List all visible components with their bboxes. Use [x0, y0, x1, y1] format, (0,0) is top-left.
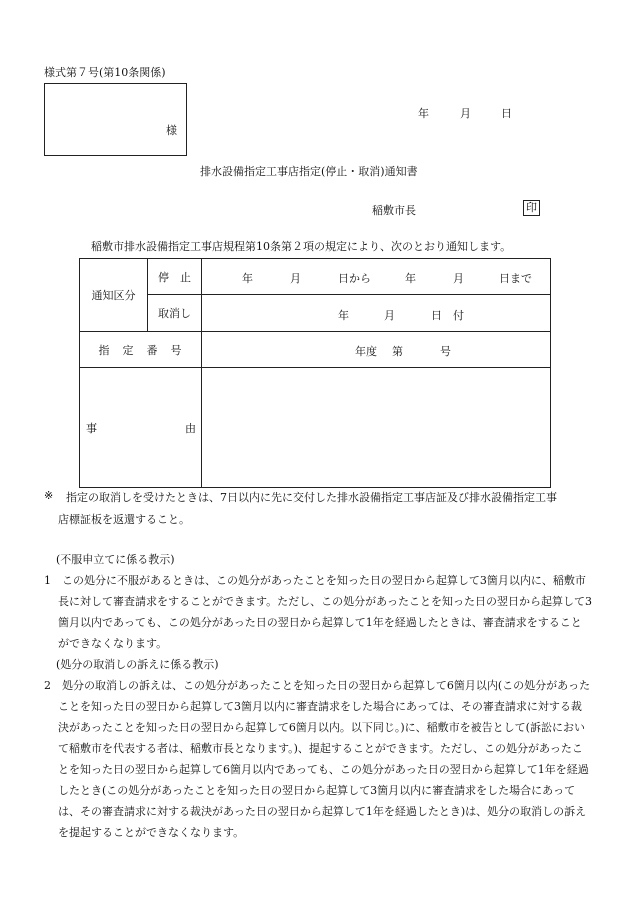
- suspend-label-cell: [148, 259, 202, 295]
- suspend-from-year: 年: [242, 272, 253, 285]
- issuer-seal: [523, 200, 540, 216]
- designation-label: 指 定 番 号: [98, 343, 183, 357]
- cancel-date-cell: [202, 295, 551, 332]
- suspend-label: 停 止: [158, 270, 191, 284]
- appeal-section: [44, 549, 592, 843]
- category-label-cell: [80, 259, 148, 332]
- suspend-to-month: 月: [453, 272, 464, 285]
- note-line-2: 店標証板を返還すること。: [58, 513, 190, 526]
- appeal-item-1: 1 この処分に不服があるときは、この処分があったことを知った日の翌日から起算して3箇月以内に、稲敷市長に対して審査請求をすることができます。ただし、この処分があったことを知った日の翌日から起算して3箇月以内であっても、この処分があった日の翌日から起算して1年を経過したときは、審査請求をすることができなくなります。: [44, 574, 593, 650]
- cancel-day: 日: [431, 309, 442, 322]
- suspend-period-cell: [202, 259, 551, 295]
- designation-number-cell: [202, 332, 551, 368]
- cancel-month: 月: [384, 309, 395, 322]
- category-label: 通知区分: [91, 289, 136, 302]
- suspend-to-year: 年: [405, 272, 416, 285]
- reason-label-cell: [80, 368, 202, 488]
- document-title: 排水設備指定工事店指定(停止・取消)通知書: [200, 165, 418, 178]
- reason-label-1: 事: [86, 422, 97, 435]
- appeal-heading-2: (処分の取消しの訴えに係る教示): [56, 658, 219, 671]
- cancel-year: 年: [338, 309, 349, 322]
- date-year: 年: [418, 107, 429, 120]
- suspend-from-day: 日から: [338, 272, 371, 285]
- addressee-box: [44, 83, 187, 156]
- note-line-1: 指定の取消しを受けたときは、7日以内に先に交付した排水設備指定工事店証及び排水設備指定工事: [66, 491, 557, 504]
- designation-no-prefix: 第: [392, 345, 403, 358]
- form-number: 様式第７号(第10条関係): [44, 66, 166, 79]
- date-day: 日: [501, 107, 512, 120]
- cancel-suffix: 付: [453, 309, 464, 322]
- seal-mark: 印: [523, 200, 540, 216]
- issuer-name: 稲敷市長: [372, 204, 416, 217]
- reason-content-cell: [202, 368, 551, 488]
- notice-table: [79, 258, 551, 488]
- appeal-heading-1: (不服申立てに係る教示): [56, 553, 175, 566]
- designation-fiscal-year: 年度: [355, 345, 377, 358]
- date-month: 月: [460, 107, 471, 120]
- note-mark: ※: [44, 489, 54, 502]
- cancel-label-cell: [148, 295, 202, 332]
- suspend-from-month: 月: [290, 272, 301, 285]
- cancel-label: 取消し: [158, 307, 191, 320]
- addressee-suffix: 様: [166, 124, 177, 137]
- reason-label-2: 由: [185, 422, 196, 435]
- suspend-to-day: 日まで: [499, 272, 532, 285]
- designation-label-cell: [80, 332, 202, 368]
- intro-text: 稲敷市排水設備指定工事店規程第10条第２項の規定により、次のとおり通知します。: [91, 240, 512, 253]
- appeal-item-2: 2 処分の取消しの訴えは、この処分があったことを知った日の翌日から起算して6箇月以内(この処分があったことを知った日の翌日から起算して3箇月以内に審査請求をした場合にあっては、その審査請求に対する裁決があったことを知った日の翌日から起算して6箇月以内。以下同じ。)に、稲敷市を被告として(訴訟において稲敷市を代表する者は、稲敷市長となります。)、提起することができます。ただし、この処分があったことを知った日の翌日から起算して6箇月以内であっても、この処分があった日の翌日から起算して1年を経過したとき(この処分があったことを知った日の翌日から起算して3箇月以内に審査請求をした場合にあっては、その審査請求に対する裁決があった日の翌日から起算して1年を経過したとき)は、処分の取消しの訴えを提起することができなくなります。: [44, 679, 591, 839]
- designation-no-suffix: 号: [440, 345, 451, 358]
